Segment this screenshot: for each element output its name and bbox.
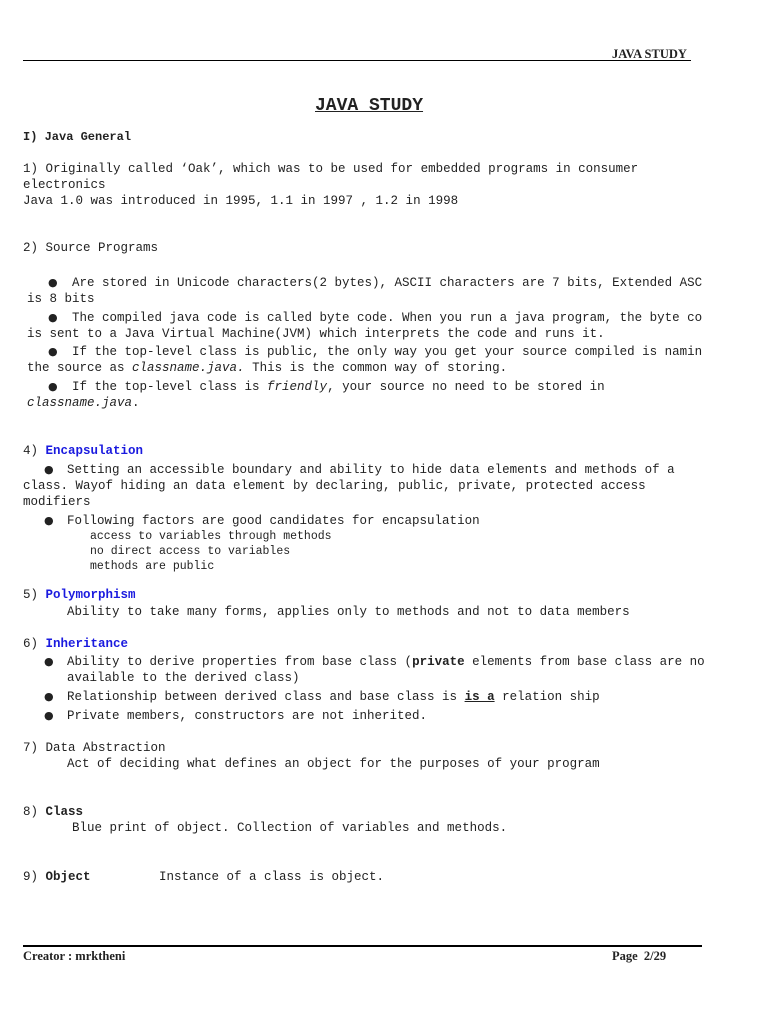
item4-bullet1-line3: modifiers <box>23 495 91 509</box>
bullet-icon: ● <box>48 311 58 324</box>
item4-bullet1-line2: class. Wayof hiding an data element by declaring, public, private, protected access <box>23 479 646 493</box>
item7-text: Act of deciding what defines an object for the purposes of your program <box>67 757 600 771</box>
item2-bullet4-line2: classname.java. <box>27 396 140 410</box>
item7-heading: 7) Data Abstraction <box>23 741 166 755</box>
item2-bullet1-line2: is 8 bits <box>27 292 95 306</box>
footer-rule <box>23 945 702 947</box>
bullet-icon: ● <box>48 276 58 289</box>
header-rule <box>23 60 691 61</box>
bullet-icon: ● <box>48 380 58 393</box>
item4-heading: 4) Encapsulation <box>23 444 144 458</box>
item1-line1: 1) Originally called ‘Oak’, which was to be used for embedded programs in consumer <box>23 162 639 176</box>
item4-bullet1-line1: Setting an accessible boundary and ability to hide data elements and methods of a <box>67 463 675 477</box>
bullet-icon: ● <box>44 463 54 476</box>
item6-heading: 6) Inheritance <box>23 637 129 651</box>
item5-text: Ability to take many forms, applies only to methods and not to data members <box>67 605 630 619</box>
page-title: JAVA_STUDY <box>315 96 424 116</box>
item9-heading: 9) Object <box>23 870 91 884</box>
item2-bullet2-line2: is sent to a Java Virtual Machine(JVM) which interprets the code and runs it. <box>27 327 605 341</box>
bullet-icon: ● <box>44 709 54 722</box>
item4-sub1: access to variables through methods <box>90 530 332 543</box>
item2-bullet3-line1: If the top-level class is public, the only way you get your source compiled is namin <box>72 345 703 359</box>
item2-heading: 2) Source Programs <box>23 241 159 255</box>
item8-heading: 8) Class <box>23 805 84 819</box>
item2-bullet3-line2: the source as classname.java. This is the common way of storing. <box>27 361 508 375</box>
item1-line2: electronics <box>23 178 106 192</box>
item9-text: Instance of a class is object. <box>159 870 385 884</box>
item2-bullet1-line1: Are stored in Unicode characters(2 bytes), ASCII characters are 7 bits, Extended ASC <box>72 276 703 290</box>
item4-sub3: methods are public <box>90 560 215 573</box>
bullet-icon: ● <box>48 345 58 358</box>
bullet-icon: ● <box>44 690 54 703</box>
footer-page-number: Page 2/29 <box>612 949 667 963</box>
item2-bullet2-line1: The compiled java code is called byte code. When you run a java program, the byte co <box>72 311 703 325</box>
bullet-icon: ● <box>44 655 54 668</box>
section-heading: I) Java General <box>23 130 132 144</box>
item2-bullet4-line1: If the top-level class is friendly, your source no need to be stored in <box>72 380 605 394</box>
running-header: JAVA STUDY <box>612 47 687 61</box>
item6-bullet1-line2: available to the derived class) <box>67 671 300 685</box>
item6-bullet3: Private members, constructors are not inherited. <box>67 709 428 723</box>
item4-bullet2: Following factors are good candidates for encapsulation <box>67 514 480 528</box>
item6-bullet1-line1: Ability to derive properties from base class (private elements from base class are no <box>67 655 705 669</box>
item5-heading: 5) Polymorphism <box>23 588 136 602</box>
footer-creator: Creator : mrktheni <box>23 949 126 963</box>
item6-bullet2: Relationship between derived class and base class is is a relation ship <box>67 690 600 704</box>
bullet-icon: ● <box>44 514 54 527</box>
item4-sub2: no direct access to variables <box>90 545 291 558</box>
item1-line3: Java 1.0 was introduced in 1995, 1.1 in 1997 , 1.2 in 1998 <box>23 194 459 208</box>
item8-text: Blue print of object. Collection of variables and methods. <box>72 821 508 835</box>
